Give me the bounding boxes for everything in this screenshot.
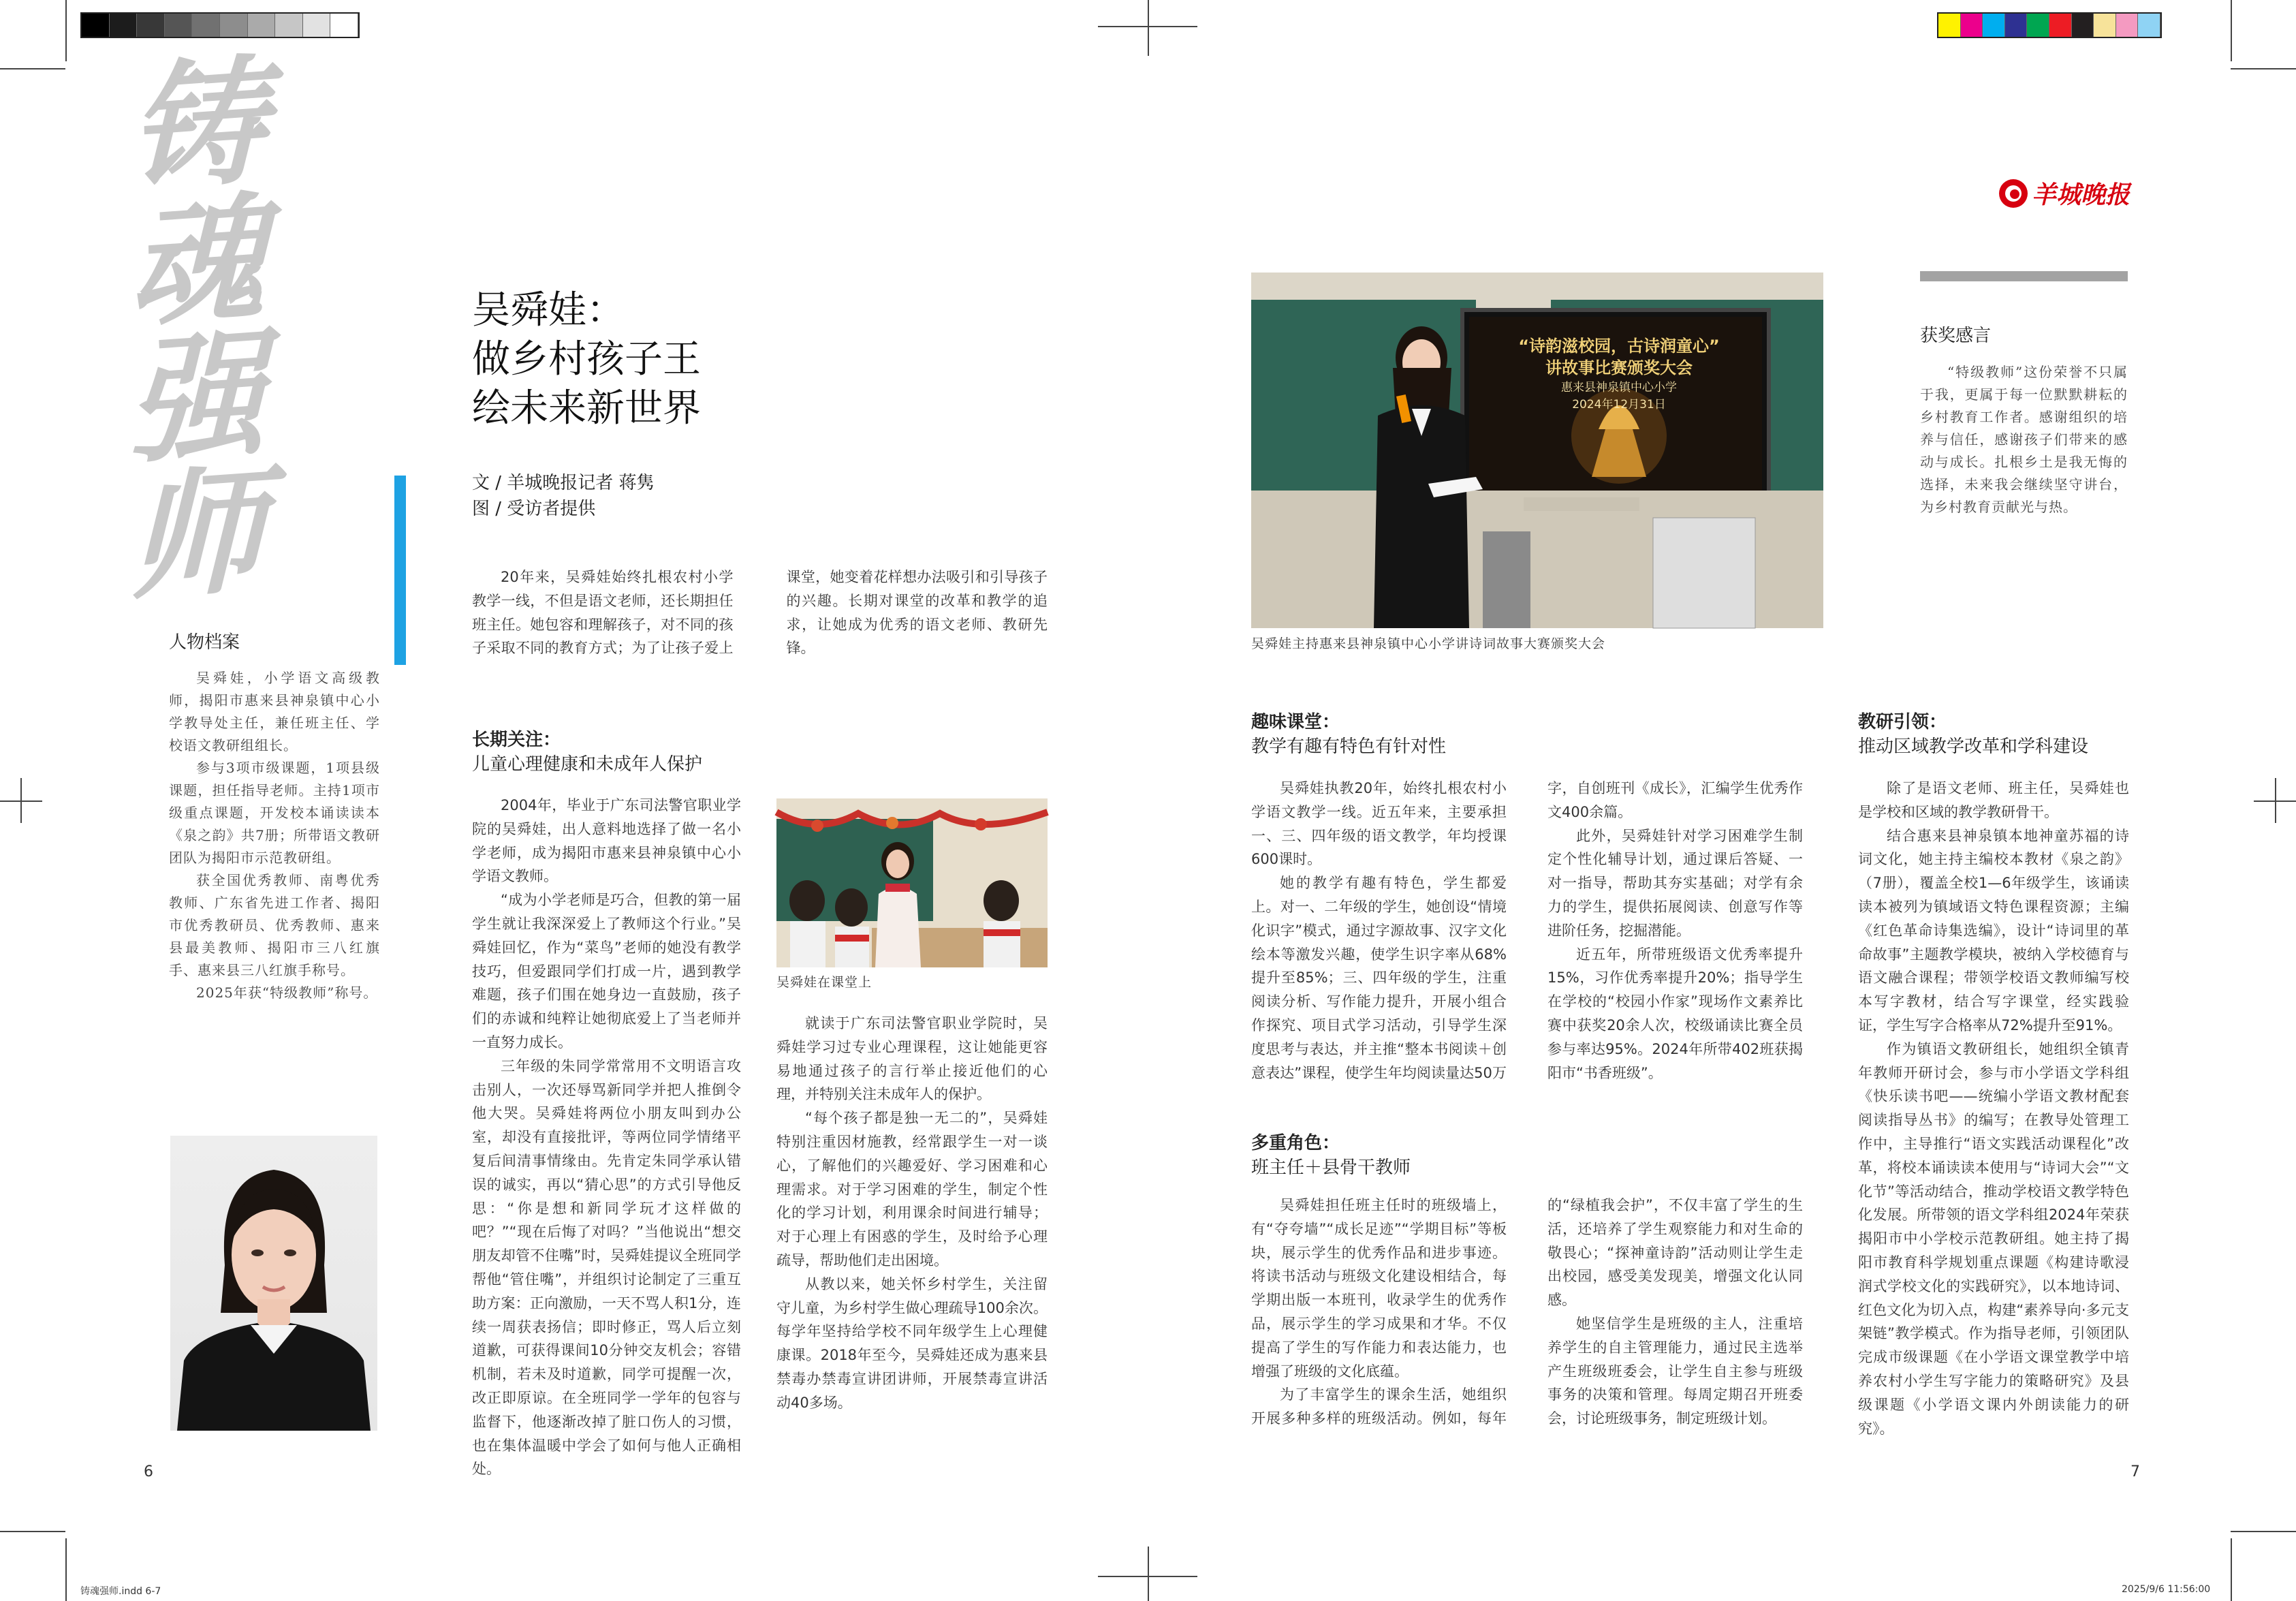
section-2-title: 趣味课堂： — [1251, 712, 1340, 732]
crop-mark — [2231, 1538, 2232, 1601]
section-4-title: 教研引领： — [1858, 712, 1947, 732]
grey-calibration-bar — [80, 12, 360, 38]
portrait-photo — [170, 1136, 377, 1431]
grey-swatch — [110, 14, 138, 37]
grey-swatch — [220, 14, 248, 37]
body-paragraph: 近五年，所带班级语文优秀率提升15%，习作优秀率提升20%；指导学生在学校的“校园小作家”现场作文素养比赛中获奖20余人次，校级诵读比赛全员参与率达95%。2024年所带402班获揭阳市“书香班级”。 — [1547, 946, 1803, 1081]
color-swatch — [2049, 14, 2072, 37]
brand-logo — [1999, 176, 2130, 211]
color-swatch — [2116, 14, 2139, 37]
body-paragraph: 三年级的朱同学常常用不文明语言攻击别人，一次还辱骂新同学并把人推倒令他大哭。吴舜娃将两位小朋友叫到办公室，却没有直接批评，等两位同学情绪平复后间清事情缘由。先肯定朱同学承认错误的诚实，再以“猜心思”的方式引导他反思：“你是想和新同学玩才这样做的吧？”“现在后悔了对吗？”当他说出“想交朋友却管不住嘴”时，吴舜娃提议全班同学帮他“管住嘴”，并组织讨论制定了三重互助方案：正向激励，一天不骂人积1分，连续一周获表扬信；即时修正，骂人后立刻道歉，可获得课间10分钟交友机会；容错机制，若未及时道歉，同学可提醒一次，改正即原谅。在全班同学一学年的包容与监督下，他逐渐改掉了脏口伤人的习惯，也在集体温暖中学会了如何与他人正确相处。 — [472, 1057, 741, 1478]
section-4-body — [1858, 777, 2129, 1437]
grey-swatch — [165, 14, 193, 37]
crop-mark — [0, 1531, 65, 1532]
section-1-column-1 — [472, 794, 741, 1478]
color-swatch — [1961, 14, 1983, 37]
color-swatch — [2027, 14, 2049, 37]
section-2-body — [1251, 777, 1803, 1087]
section-1-title: 长期关注： — [472, 730, 561, 750]
page-number-left: 6 — [144, 1463, 153, 1480]
section-2-subtitle: 教学有趣有特色有针对性 — [1251, 736, 1447, 757]
footer-timestamp: 2025/9/6 11:56:00 — [2122, 1584, 2211, 1595]
section-4-heading — [1858, 710, 2088, 759]
grey-swatch — [330, 14, 358, 37]
footer-file-info: 铸魂强师.indd 6-7 — [80, 1586, 161, 1597]
grey-swatch — [275, 14, 303, 37]
body-paragraph: 从教以来，她关怀乡村学生，关注留守儿童，为乡村学生做心理疏导100余次。每学年坚持给学校不同年级学生上心理健康课。2018年至今，吴舜娃还成为惠来县禁毒办禁毒宣讲团讲师，开展禁毒宣讲活动40多场。 — [776, 1275, 1048, 1411]
body-paragraph: 获全国优秀教师、南粤优秀教师、广东省先进工作者、揭阳市优秀教研员、优秀教师、惠来县最美教师、揭阳市三八红旗手、惠来县三八红旗手称号。 — [169, 872, 380, 978]
event-photo-caption: 吴舜娃主持惠来县神泉镇中心小学讲诗词故事大赛颁奖大会 — [1251, 636, 1606, 651]
portrait-illustration — [170, 1136, 377, 1431]
section-3-body — [1251, 1194, 1803, 1432]
profile-title: 人物档案 — [169, 632, 240, 653]
body-paragraph: 吴舜娃担任班主任时的班级墙上，有“夺夸墙”“成长足迹”“学期目标”等板块，展示学生的优秀作品和进步事迹。将读书活动与班级文化建设相结合，每学期出版一本班刊，收录学生的优秀作品，展示学生的学习成果和才华。不仅提高了学生的写作能力和表达能力，也增强了班级的文化底蕴。 — [1251, 1197, 1507, 1380]
crop-mark — [65, 1538, 67, 1601]
color-swatch — [2005, 14, 2028, 37]
section-1-heading — [472, 728, 702, 777]
headline-name: 吴舜娃： — [472, 288, 625, 332]
crop-mark — [2231, 68, 2296, 69]
body-paragraph: 结合惠来县神泉镇本地神童苏福的诗词文化，她主持主编校本教材《泉之韵》（7册），覆盖全校1—6年级学生，该诵读读本被列为镇域语文特色课程资源；主编《红色革命诗集选编》，设计“诗词里的革命故事”主题教学模块，被纳入学校德育与语文融合课程；带领学校语文教师编写校本写字教材，结合写字课堂，经实践验证，学生写字合格率从72%提升至91%。 — [1858, 827, 2129, 1033]
body-paragraph: 作为镇语文教研组长，她组织全镇青年教师开研讨会，参与市小学语文学科组《快乐读书吧——统编小学语文教材配套阅读指导丛书》的编写；在教导处管理工作中，主导推行“语文实践活动课程化”改革，将校本诵读读本使用与“诗词大会”“文化节”等活动结合，推动学校语文教学特色化发展。所带领的语文学科组2024年荣获揭阳市中小学校示范教研组。她主持了揭阳市教育科学规划重点课题《构建诗歌浸润式学校文化的实践研究》，以本地诗词、红色文化为切入点，构建“素养导向·多元支架链”教学模式。作为指导老师，引领团队完成市级课题《在小学语文课堂教学中培养农村小学生写字能力的策略研究》及县级课题《小学语文课内外朗读能力的研究》。 — [1858, 1040, 2129, 1437]
profile-box — [169, 630, 380, 1004]
screen-line-2: 讲故事比赛颁奖大会 — [1545, 358, 1693, 377]
color-swatch — [1938, 14, 1961, 37]
screen-line-3: 惠来县神泉镇中心小学 — [1561, 381, 1677, 394]
crop-mark — [1098, 1576, 1197, 1577]
headline — [472, 286, 949, 433]
section-3-heading — [1251, 1131, 1411, 1180]
intro-text: 20年来，吴舜娃始终扎根农村小学教学一线，不但是语文老师，还长期担任班主任。她包容和理解孩子，对不同的孩子采取不同的教育方式；为了让孩子爱上课堂，她变着花样想办法吸引和引导孩子的兴趣。长期对课堂的改革和教学的追求，让她成为优秀的语文老师、教研先锋。 — [472, 569, 1048, 657]
body-paragraph: 参与3项市级课题，1项县级课题，担任指导老师。主持1项市级重点课题，开发校本诵读读本《泉之韵》共7册；所带语文教研团队为揭阳市示范教研组。 — [169, 760, 380, 866]
byline-author: 文 / 羊城晚报记者 蒋隽 — [472, 473, 655, 493]
classroom-photo — [776, 798, 1048, 967]
body-paragraph: 除了是语文老师、班主任，吴舜娃也是学校和区域的教学教研骨干。 — [1858, 780, 2129, 820]
section-2-heading — [1251, 710, 1446, 759]
brand-name: 羊城晚报 — [2032, 181, 2130, 209]
profile-text — [169, 667, 380, 1004]
screen-line-4: 2024年12月31日 — [1572, 398, 1666, 411]
section-4-subtitle: 推动区域教学改革和学科建设 — [1858, 736, 2089, 757]
section-3-subtitle: 班主任＋县骨干教师 — [1251, 1157, 1411, 1178]
crop-mark — [1098, 26, 1197, 27]
crop-mark — [1148, 1546, 1149, 1601]
sidebar-title: 获奖感言 — [1920, 326, 1992, 346]
crop-mark — [65, 0, 67, 61]
event-stage-illustration — [1251, 273, 1823, 628]
section-3-title: 多重角色： — [1251, 1133, 1340, 1153]
grey-swatch — [82, 14, 110, 37]
body-paragraph: 此外，吴舜娃针对学习困难学生制定个性化辅导计划，通过课后答疑、一对一指导，帮助其夯实基础；对学有余力的学生，提供拓展阅读、创意写作等进阶任务，挖掘潜能。 — [1547, 827, 1803, 939]
crop-mark — [2231, 0, 2232, 61]
event-photo — [1251, 273, 1823, 628]
sidebar-bar — [1920, 271, 2128, 281]
crop-mark — [2275, 778, 2276, 823]
color-calibration-bar — [1937, 12, 2162, 38]
column-title-calligraphy: 铸魂强师 — [106, 48, 266, 605]
color-swatch — [1983, 14, 2005, 37]
body-paragraph: “成为小学老师是巧合，但教的第一届学生就让我深深爱上了教师这个行业。”吴舜娃回忆，作为“菜鸟”老师的她没有教学技巧，但爱跟同学们打成一片，遇到教学难题，孩子们围在她身边一直鼓励，孩子们的赤诚和纯粹让她彻底爱上了当老师并一直努力成长。 — [472, 892, 741, 1051]
body-paragraph: 她的教学有趣有特色，学生都爱上。对一、二年级的学生，她创设“情境化识字”模式，通过字源故事、汉字文化绘本等激发兴趣，使学生识字率从68%提升至85%；三、四年级的学生，注重阅读分析、写作能力提升，开展小组合作探究、项目式学习活动，引导学生深度思考与表达，并主推“整本书阅读＋创意表达”课程，使学生年均阅读量达50万字，自创班刊《成长》，汇编学生优秀作文400余篇。 — [1251, 780, 1803, 1081]
color-swatch — [2094, 14, 2116, 37]
crop-mark — [0, 68, 65, 69]
color-swatch — [2138, 14, 2160, 37]
sidebar-text: “特级教师”这份荣誉不只属于我，更属于每一位默默耕耘的乡村教育工作者。感谢组织的培养与信任，感谢孩子们带来的感动与成长。扎根乡土是我无悔的选择，未来我会继续坚守讲台，为乡村教育贡献光与热。 — [1920, 364, 2128, 515]
grey-swatch — [248, 14, 276, 37]
ram-logo-icon — [1999, 179, 2028, 208]
grey-swatch — [192, 14, 220, 37]
crop-mark — [2231, 1531, 2296, 1532]
screen-line-1: “诗韵滋校园，古诗润童心” — [1518, 337, 1720, 356]
byline-photo: 图 / 受访者提供 — [472, 499, 596, 519]
grey-swatch — [137, 14, 165, 37]
section-1-subtitle: 儿童心理健康和未成年人保护 — [472, 754, 703, 775]
body-paragraph: 为了丰富学生的课余生活，她组织开展多种多样的班级活动。例如，每年的“绿植我会护”，不仅丰富了学生的生活，还培养了学生观察能力和对生命的敬畏心；“探神童诗韵”活动则让学生走出校园，感受美发现美，增强文化认同感。 — [1251, 1197, 1803, 1427]
classroom-photo-caption: 吴舜娃在课堂上 — [776, 975, 872, 990]
accent-bar — [394, 476, 406, 665]
body-paragraph: 2004年，毕业于广东司法警官职业学院的吴舜娃，出人意料地选择了做一名小学老师，成为揭阳市惠来县神泉镇中心小学语文教师。 — [472, 797, 741, 885]
headline-line-1: 做乡村孩子王 — [472, 337, 701, 382]
crop-mark — [1148, 0, 1149, 56]
color-swatch — [2072, 14, 2094, 37]
grey-swatch — [303, 14, 331, 37]
page-number-right: 7 — [2130, 1463, 2140, 1480]
body-paragraph: 吴舜娃，小学语文高级教师，揭阳市惠来县神泉镇中心小学教导处主任，兼任班主任、学校语文教研组组长。 — [169, 670, 380, 753]
body-paragraph: 吴舜娃执教20年，始终扎根农村小学语文教学一线。近五年来，主要承担一、三、四年级的语文教学，年均授课600课时。 — [1251, 780, 1507, 868]
byline — [472, 470, 655, 522]
classroom-illustration — [776, 798, 1048, 967]
body-paragraph: “每个孩子都是独一无二的”，吴舜娃特别注重因材施教，经常跟学生一对一谈心，了解他们的兴趣爱好、学习困难和心理需求。对于学习困难的学生，制定个性化的学习计划，利用课余时间进行辅导；对于心理上有困惑的学生，及时给予心理疏导，帮助他们走出困境。 — [776, 1110, 1048, 1269]
screen-text — [1476, 335, 1762, 413]
crop-mark — [20, 778, 22, 823]
body-paragraph: 2025年获“特级教师”称号。 — [196, 984, 378, 1001]
section-1-column-2 — [776, 1012, 1048, 1431]
body-paragraph: 她坚信学生是班级的主人，注重培养学生的自主管理能力，通过民主选举产生班级班委会，让学生自主参与班级事务的决策和管理。每周定期召开班委会，讨论班级事务，制定班级计划。 — [1547, 1315, 1803, 1427]
body-paragraph: 就读于广东司法警官职业学院时，吴舜娃学习过专业心理课程，这让她能更容易地通过孩子的言行举止接近他们的心理，并特别关注未成年人的保护。 — [776, 1015, 1048, 1103]
headline-line-2: 绘未来新世界 — [472, 386, 701, 431]
